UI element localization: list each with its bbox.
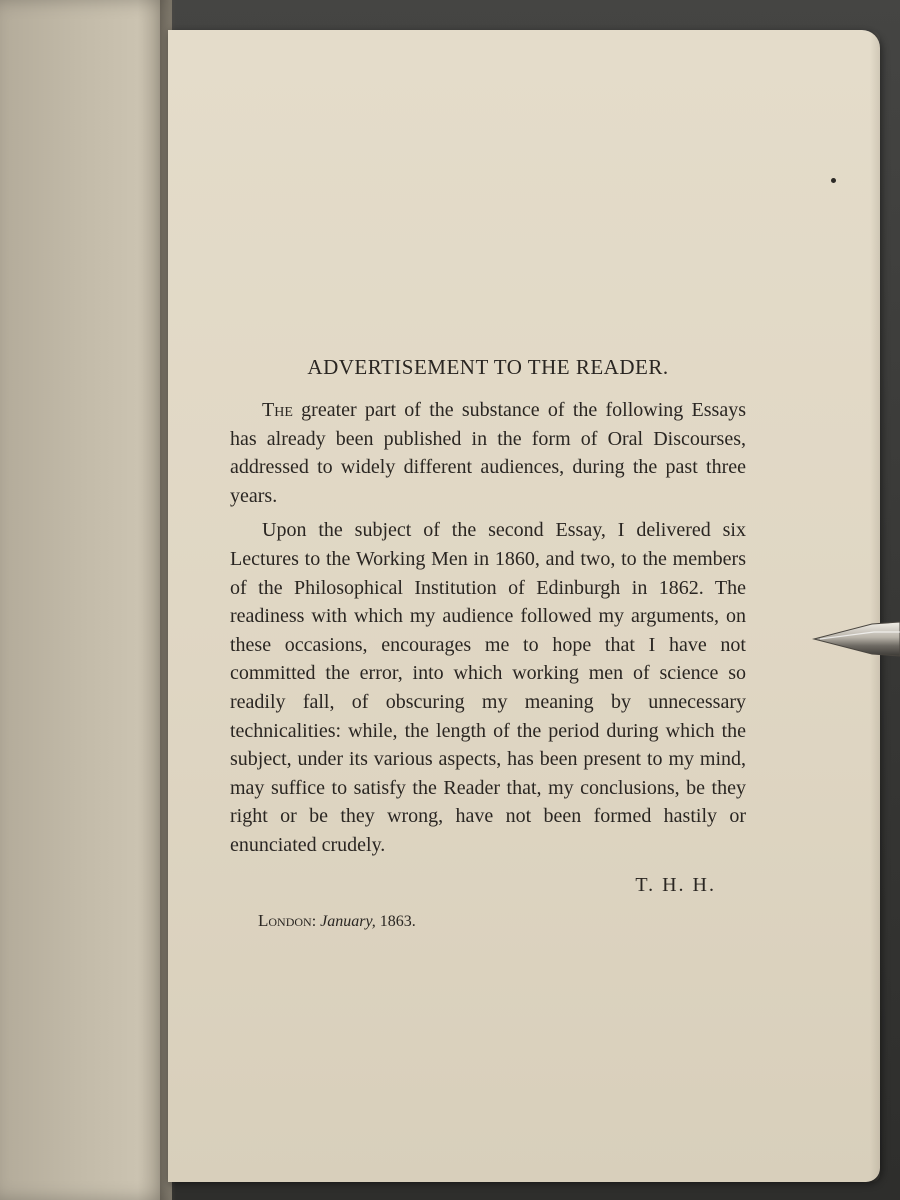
left-page [0, 0, 172, 1200]
paragraph-2: Upon the subject of the second Essay, I delivered six Lectures to the Working Men in 1860, and two, to the members of the Philosophical Institution of Edinburgh in 1862. The readiness with which my audience followed my arguments, on these occasions, encourages me to hope that I have not committed the error, into which working men of science so readily fall, of obscuring my meaning by unnecessary technicalities: while, the length of the period during which the subject, under its various aspects, has been present to my mind, may suffice to satisfy the Reader that, my conclusions, be they right or be they wrong, have not been formed hastily or enunciated crudely. [230, 519, 746, 856]
page-content [230, 355, 746, 931]
metal-pointer-icon [812, 618, 900, 660]
page-heading: ADVERTISEMENT TO THE READER. [307, 355, 669, 379]
dateline-year: 1863. [379, 912, 416, 930]
dateline [258, 911, 746, 931]
paragraph-1-lead-word: The [262, 399, 293, 421]
paper-speck [831, 178, 836, 183]
paragraph-1-text: greater part of the substance of the following Essays has already been published in the form of Oral Discourses, addressed to widely different audiences, during the past three years. [230, 399, 746, 507]
signature-initials: T. H. H. [635, 873, 716, 896]
paragraph-1 [230, 396, 746, 510]
dateline-separator: : [311, 912, 317, 930]
dateline-month: January, [320, 912, 376, 930]
right-page [168, 30, 880, 1182]
dateline-place: London [258, 910, 312, 930]
page-edge [870, 30, 880, 1182]
